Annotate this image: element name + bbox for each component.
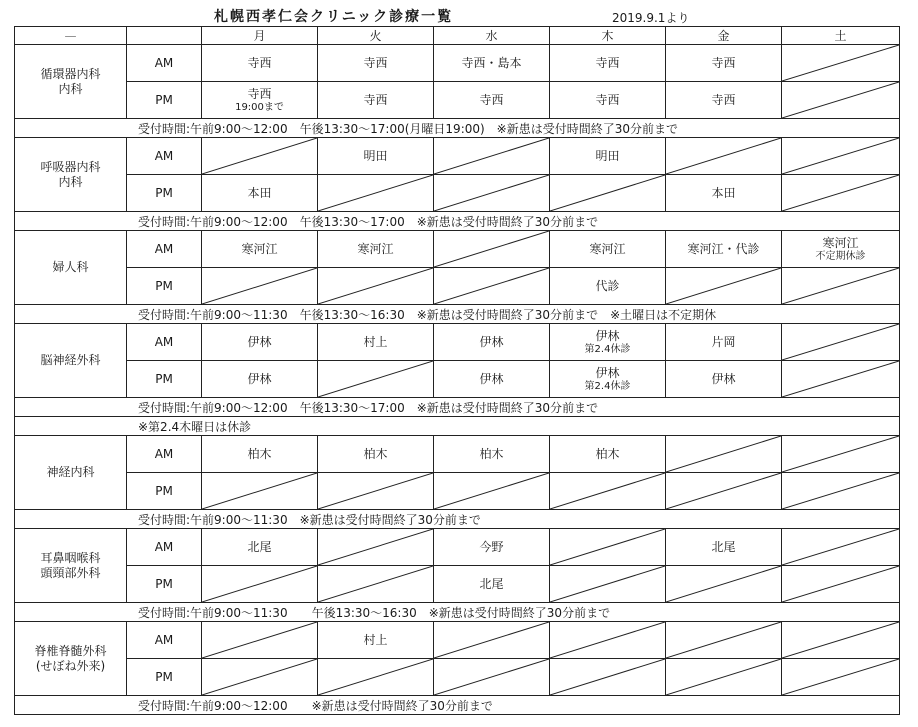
- doctor-cell-tue: [318, 138, 434, 175]
- schedule-row: [15, 268, 900, 305]
- closed-cell-mon: [202, 659, 318, 696]
- doctor-name: 本田: [711, 185, 736, 200]
- doctor-name: 代診: [595, 278, 620, 293]
- doctor-cell-mon: [202, 436, 318, 473]
- doctor-cell-fri: [666, 82, 782, 119]
- closed-slash-icon: [318, 529, 433, 565]
- closed-slash-icon: [434, 659, 549, 695]
- department-name-line: 脳神経外科: [40, 353, 101, 368]
- closed-slash-icon: [666, 622, 781, 658]
- reception-hours-row: [15, 417, 900, 436]
- reception-hours-note: 受付時間:午前9:00〜11:30 午後13:30〜16:30 ※新患は受付時間終了30分前まで ※土曜日は不定期休: [15, 305, 900, 324]
- doctor-cell-thu: [550, 361, 666, 398]
- department-name-line: 内科: [58, 81, 83, 96]
- department-name: [15, 529, 127, 603]
- closed-slash-icon: [318, 473, 433, 509]
- closed-slash-icon: [550, 473, 665, 509]
- closed-slash-icon: [666, 268, 781, 304]
- doctor-cell-thu: [550, 268, 666, 305]
- closed-slash-icon: [550, 175, 665, 211]
- session-label: AM: [127, 231, 202, 268]
- department-name-line: 頭頸部外科: [40, 565, 101, 580]
- closed-cell-fri: [666, 566, 782, 603]
- doctor-cell-thu: [550, 324, 666, 361]
- closed-slash-icon: [550, 529, 665, 565]
- closed-slash-icon: [666, 436, 781, 472]
- closed-slash-icon: [782, 268, 899, 304]
- doctor-cell-wed: [434, 566, 550, 603]
- department-name: [15, 622, 127, 696]
- closed-slash-icon: [782, 659, 899, 695]
- schedule-row: [15, 529, 900, 566]
- session-label: AM: [127, 436, 202, 473]
- closed-slash-icon: [782, 138, 899, 174]
- effective-date: 2019.9.1より: [612, 11, 690, 25]
- closed-slash-icon: [202, 566, 317, 602]
- closed-cell-fri: [666, 436, 782, 473]
- doctor-name: 伊林: [479, 371, 504, 386]
- doctor-name: 伊林: [247, 334, 272, 349]
- reception-hours-row: [15, 603, 900, 622]
- closed-slash-icon: [782, 473, 899, 509]
- closed-slash-icon: [434, 175, 549, 211]
- doctor-note: 不定期休診: [815, 250, 866, 262]
- closed-slash-icon: [782, 529, 899, 565]
- closed-cell-tue: [318, 175, 434, 212]
- session-label: PM: [127, 268, 202, 305]
- closed-cell-tue: [318, 268, 434, 305]
- closed-cell-sat: [782, 622, 900, 659]
- reception-hours-row: [15, 696, 900, 715]
- closed-cell-mon: [202, 566, 318, 603]
- doctor-cell-thu: [550, 45, 666, 82]
- closed-cell-mon: [202, 622, 318, 659]
- closed-cell-sat: [782, 659, 900, 696]
- doctor-cell-mon: [202, 324, 318, 361]
- closed-slash-icon: [202, 622, 317, 658]
- doctor-cell-thu: [550, 82, 666, 119]
- reception-hours-note: 受付時間:午前9:00〜12:00 午後13:30〜17:00 ※新患は受付時間終了30分前まで: [15, 212, 900, 231]
- closed-cell-sat: [782, 566, 900, 603]
- doctor-cell-thu: [550, 436, 666, 473]
- doctor-cell-wed: [434, 436, 550, 473]
- doctor-note: 第2.4休診: [584, 380, 631, 392]
- doctor-name: 寺西: [595, 55, 620, 70]
- doctor-name: 寺西: [363, 92, 388, 107]
- reception-hours-row: [15, 119, 900, 138]
- reception-hours-note: ※第2.4木曜日は休診: [15, 417, 900, 436]
- header-day-mon: 月: [202, 27, 318, 45]
- closed-slash-icon: [202, 268, 317, 304]
- doctor-cell-fri: [666, 231, 782, 268]
- closed-slash-icon: [666, 473, 781, 509]
- closed-slash-icon: [782, 622, 899, 658]
- doctor-name: 柏木: [479, 446, 504, 461]
- closed-slash-icon: [318, 566, 433, 602]
- doctor-name: 寺西: [247, 55, 272, 70]
- doctor-name: 北尾: [247, 539, 272, 554]
- schedule-row: [15, 659, 900, 696]
- department-name-line: 耳鼻咽喉科: [40, 551, 101, 566]
- doctor-cell-mon: [202, 175, 318, 212]
- doctor-cell-tue: [318, 622, 434, 659]
- closed-cell-wed: [434, 659, 550, 696]
- department-name-line: 循環器内科: [40, 67, 101, 82]
- schedule-row: [15, 175, 900, 212]
- closed-cell-wed: [434, 231, 550, 268]
- closed-cell-tue: [318, 473, 434, 510]
- closed-cell-sat: [782, 138, 900, 175]
- session-label: PM: [127, 659, 202, 696]
- closed-slash-icon: [782, 45, 899, 81]
- department-name-line: 婦人科: [52, 260, 89, 275]
- reception-hours-note: 受付時間:午前9:00〜12:00 午後13:30〜17:00(月曜日19:00) ※新患は受付時間終了30分前まで: [15, 119, 900, 138]
- doctor-cell-wed: [434, 82, 550, 119]
- schedule-row: [15, 361, 900, 398]
- header-day-sat: 土: [782, 27, 900, 45]
- doctor-cell-fri: [666, 529, 782, 566]
- reception-hours-note: 受付時間:午前9:00〜11:30 午後13:30〜16:30 ※新患は受付時間終了30分前まで: [15, 603, 900, 622]
- closed-cell-wed: [434, 268, 550, 305]
- doctor-cell-tue: [318, 231, 434, 268]
- closed-cell-wed: [434, 473, 550, 510]
- closed-cell-tue: [318, 529, 434, 566]
- doctor-cell-thu: [550, 231, 666, 268]
- closed-cell-sat: [782, 473, 900, 510]
- closed-slash-icon: [782, 82, 899, 118]
- closed-slash-icon: [318, 268, 433, 304]
- doctor-name: 伊林: [595, 329, 620, 344]
- closed-cell-sat: [782, 436, 900, 473]
- doctor-name: 寺西: [711, 92, 736, 107]
- closed-cell-mon: [202, 138, 318, 175]
- page-title: 札幌西孝仁会クリニック診療一覧: [214, 9, 454, 25]
- closed-slash-icon: [434, 138, 549, 174]
- session-label: AM: [127, 324, 202, 361]
- closed-cell-sat: [782, 324, 900, 361]
- closed-cell-sat: [782, 529, 900, 566]
- header-day-fri: 金: [666, 27, 782, 45]
- session-label: PM: [127, 175, 202, 212]
- closed-cell-sat: [782, 175, 900, 212]
- closed-slash-icon: [202, 473, 317, 509]
- closed-slash-icon: [666, 659, 781, 695]
- reception-hours-note: 受付時間:午前9:00〜12:00 午後13:30〜17:00 ※新患は受付時間終了30分前まで: [15, 398, 900, 417]
- closed-cell-fri: [666, 473, 782, 510]
- closed-slash-icon: [202, 138, 317, 174]
- header-row: [15, 27, 900, 45]
- schedule-row: [15, 622, 900, 659]
- doctor-cell-mon: [202, 45, 318, 82]
- doctor-name: 寒河江・代診: [687, 241, 760, 256]
- doctor-cell-mon: [202, 82, 318, 119]
- closed-slash-icon: [434, 473, 549, 509]
- doctor-name: 村上: [363, 334, 388, 349]
- department-name-line: 神経内科: [46, 465, 95, 480]
- doctor-name: 柏木: [247, 446, 272, 461]
- doctor-name: 今野: [479, 539, 504, 554]
- doctor-cell-fri: [666, 45, 782, 82]
- doctor-cell-fri: [666, 175, 782, 212]
- closed-cell-fri: [666, 138, 782, 175]
- schedule-row: [15, 231, 900, 268]
- closed-cell-thu: [550, 473, 666, 510]
- closed-cell-tue: [318, 566, 434, 603]
- closed-slash-icon: [434, 622, 549, 658]
- doctor-cell-sat: [782, 231, 900, 268]
- closed-slash-icon: [550, 659, 665, 695]
- doctor-cell-wed: [434, 45, 550, 82]
- closed-cell-fri: [666, 659, 782, 696]
- doctor-name: 寺西・島本: [461, 55, 522, 70]
- closed-slash-icon: [550, 622, 665, 658]
- reception-hours-note: 受付時間:午前9:00〜11:30 ※新患は受付時間終了30分前まで: [15, 510, 900, 529]
- schedule-row: [15, 324, 900, 361]
- doctor-name: 柏木: [363, 446, 388, 461]
- closed-cell-thu: [550, 566, 666, 603]
- header-day-wed: 水: [434, 27, 550, 45]
- session-label: PM: [127, 361, 202, 398]
- closed-slash-icon: [782, 566, 899, 602]
- doctor-name: 寺西: [711, 55, 736, 70]
- reception-hours-row: [15, 212, 900, 231]
- session-label: PM: [127, 473, 202, 510]
- closed-slash-icon: [782, 324, 899, 360]
- schedule-row: [15, 82, 900, 119]
- header-day-tue: 火: [318, 27, 434, 45]
- closed-cell-fri: [666, 268, 782, 305]
- closed-cell-sat: [782, 45, 900, 82]
- doctor-cell-wed: [434, 324, 550, 361]
- doctor-name: 寺西: [595, 92, 620, 107]
- department-name-line: 脊椎脊髄外科: [34, 644, 107, 659]
- closed-cell-sat: [782, 82, 900, 119]
- doctor-name: 片岡: [711, 334, 736, 349]
- doctor-name: 寺西: [363, 55, 388, 70]
- doctor-name: 寒河江: [822, 236, 859, 251]
- doctor-cell-tue: [318, 82, 434, 119]
- doctor-cell-mon: [202, 361, 318, 398]
- schedule-row: [15, 45, 900, 82]
- closed-cell-mon: [202, 473, 318, 510]
- closed-slash-icon: [434, 268, 549, 304]
- doctor-name: 寺西: [247, 87, 272, 102]
- doctor-cell-fri: [666, 361, 782, 398]
- department-name: [15, 436, 127, 510]
- doctor-name: 寒河江: [241, 241, 278, 256]
- doctor-cell-mon: [202, 529, 318, 566]
- closed-cell-sat: [782, 268, 900, 305]
- closed-cell-tue: [318, 659, 434, 696]
- doctor-name: 寺西: [479, 92, 504, 107]
- department-name: [15, 45, 127, 119]
- closed-slash-icon: [318, 361, 433, 397]
- schedule-row: [15, 138, 900, 175]
- department-name-line: (せぼね外来): [35, 658, 106, 673]
- doctor-cell-tue: [318, 436, 434, 473]
- closed-cell-wed: [434, 175, 550, 212]
- reception-hours-row: [15, 305, 900, 324]
- closed-cell-thu: [550, 529, 666, 566]
- closed-cell-thu: [550, 622, 666, 659]
- closed-slash-icon: [782, 361, 899, 397]
- session-label: PM: [127, 566, 202, 603]
- reception-hours-row: [15, 398, 900, 417]
- closed-cell-mon: [202, 268, 318, 305]
- doctor-cell-wed: [434, 529, 550, 566]
- department-name: [15, 231, 127, 305]
- schedule-row: [15, 566, 900, 603]
- doctor-name: 伊林: [247, 371, 272, 386]
- closed-cell-sat: [782, 361, 900, 398]
- closed-slash-icon: [666, 138, 781, 174]
- doctor-name: 柏木: [595, 446, 620, 461]
- closed-slash-icon: [550, 566, 665, 602]
- department-name-line: 呼吸器内科: [40, 160, 101, 175]
- closed-slash-icon: [782, 436, 899, 472]
- doctor-name: 北尾: [479, 576, 504, 591]
- closed-slash-icon: [318, 659, 433, 695]
- closed-slash-icon: [434, 231, 549, 267]
- doctor-cell-tue: [318, 324, 434, 361]
- doctor-cell-thu: [550, 138, 666, 175]
- header-session: [127, 27, 202, 45]
- schedule-row: [15, 436, 900, 473]
- doctor-name: 寒河江: [357, 241, 394, 256]
- closed-slash-icon: [782, 175, 899, 211]
- session-label: AM: [127, 138, 202, 175]
- closed-cell-tue: [318, 361, 434, 398]
- doctor-name: 村上: [363, 632, 388, 647]
- doctor-note: 19:00まで: [235, 101, 284, 113]
- session-label: PM: [127, 82, 202, 119]
- doctor-cell-mon: [202, 231, 318, 268]
- closed-cell-thu: [550, 659, 666, 696]
- doctor-name: 北尾: [711, 539, 736, 554]
- session-label: AM: [127, 45, 202, 82]
- closed-cell-wed: [434, 622, 550, 659]
- doctor-cell-tue: [318, 45, 434, 82]
- session-label: AM: [127, 622, 202, 659]
- closed-cell-wed: [434, 138, 550, 175]
- department-name-line: 内科: [58, 174, 83, 189]
- closed-slash-icon: [666, 566, 781, 602]
- doctor-name: 明田: [595, 148, 620, 163]
- doctor-name: 寒河江: [589, 241, 626, 256]
- doctor-cell-wed: [434, 361, 550, 398]
- reception-hours-note: 受付時間:午前9:00〜12:00 ※新患は受付時間終了30分前まで: [15, 696, 900, 715]
- closed-cell-fri: [666, 622, 782, 659]
- doctor-note: 第2.4休診: [584, 343, 631, 355]
- doctor-name: 伊林: [479, 334, 504, 349]
- closed-slash-icon: [318, 175, 433, 211]
- reception-hours-row: [15, 510, 900, 529]
- doctor-name: 伊林: [595, 366, 620, 381]
- department-name: [15, 138, 127, 212]
- header-blank: —: [15, 27, 127, 45]
- doctor-name: 明田: [363, 148, 388, 163]
- schedule-table: [14, 26, 900, 715]
- header-day-thu: 木: [550, 27, 666, 45]
- session-label: AM: [127, 529, 202, 566]
- doctor-name: 伊林: [711, 371, 736, 386]
- department-name: [15, 324, 127, 398]
- closed-cell-thu: [550, 175, 666, 212]
- doctor-cell-fri: [666, 324, 782, 361]
- schedule-row: [15, 473, 900, 510]
- closed-slash-icon: [202, 659, 317, 695]
- doctor-name: 本田: [247, 185, 272, 200]
